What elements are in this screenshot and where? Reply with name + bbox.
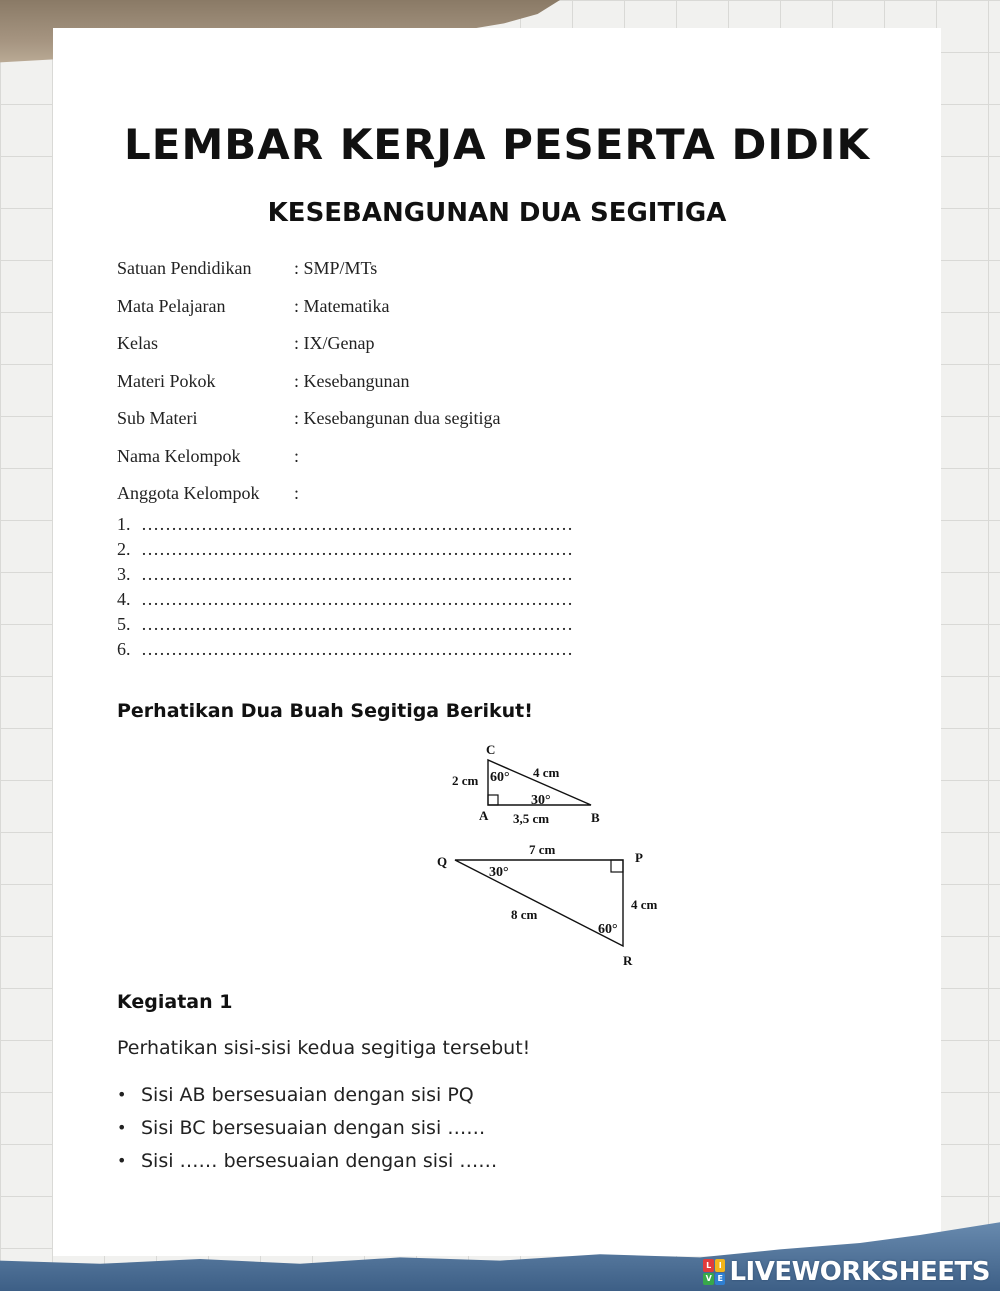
info-label: Sub Materi <box>117 408 198 429</box>
activity-instruction: Perhatikan sisi-sisi kedua segitiga tersebut! <box>117 1037 531 1059</box>
info-label: Materi Pokok <box>117 370 216 391</box>
info-label: Anggota Kelompok <box>117 483 260 504</box>
vertex-b-label: B <box>591 810 600 825</box>
bullet-icon: • <box>117 1151 127 1170</box>
bullet-icon: • <box>117 1085 127 1104</box>
member-line <box>117 637 573 662</box>
activity-items <box>117 1078 497 1177</box>
page-title: LEMBAR KERJA PESERTA DIDIK <box>124 120 870 169</box>
triangle-figure <box>383 738 683 970</box>
member-line <box>117 612 573 637</box>
member-list <box>117 512 573 662</box>
info-value: : Kesebangunan dua segitiga <box>294 408 501 429</box>
info-value: : Matematika <box>294 295 390 316</box>
figure-heading: Perhatikan Dua Buah Segitiga Berikut! <box>117 700 533 722</box>
logo-letter: L <box>703 1259 714 1272</box>
side-qp-label: 7 cm <box>529 842 556 857</box>
info-value: : <box>294 445 300 466</box>
angle-b-label: 30° <box>531 793 551 808</box>
vertex-c-label: C <box>486 742 496 757</box>
side-ab-label: 3,5 cm <box>513 811 550 826</box>
side-ca-label: 2 cm <box>452 773 479 788</box>
angle-r-label: 60° <box>598 922 618 937</box>
angle-c-label: 60° <box>490 770 510 785</box>
info-label: Nama Kelompok <box>117 445 241 466</box>
info-label: Kelas <box>117 333 158 354</box>
member-blank: ……………………………………………………………… <box>141 589 573 609</box>
logo-letter: E <box>715 1273 726 1286</box>
worksheet-content <box>53 0 941 1291</box>
info-row <box>117 250 500 288</box>
info-row <box>117 363 500 401</box>
activity-item <box>117 1111 497 1144</box>
info-label: Mata Pelajaran <box>117 295 226 316</box>
member-line <box>117 512 573 537</box>
logo-letter: I <box>715 1259 726 1272</box>
side-qr-label: 8 cm <box>511 907 538 922</box>
info-row <box>117 400 500 438</box>
member-line <box>117 562 573 587</box>
member-blank: ……………………………………………………………… <box>141 564 573 584</box>
side-cb-label: 4 cm <box>533 765 560 780</box>
angle-q-label: 30° <box>489 865 509 880</box>
member-blank: ……………………………………………………………… <box>141 514 573 534</box>
activity-item-text: Sisi …… bersesuaian dengan sisi …… <box>141 1149 498 1172</box>
vertex-q-label: Q <box>437 854 448 869</box>
member-number: 1. <box>117 514 131 534</box>
activity-item <box>117 1078 497 1111</box>
activity-heading: Kegiatan 1 <box>117 991 233 1013</box>
info-value: : IX/Genap <box>294 333 375 354</box>
activity-item-text: Sisi AB bersesuaian dengan sisi PQ <box>141 1083 474 1106</box>
logo-letter: V <box>703 1273 714 1286</box>
member-line <box>117 587 573 612</box>
right-angle-marker-p <box>611 860 623 872</box>
info-row-group-members <box>117 475 500 513</box>
vertex-a-label: A <box>479 808 489 823</box>
info-value: : Kesebangunan <box>294 370 410 391</box>
member-number: 5. <box>117 614 131 634</box>
info-row <box>117 325 500 363</box>
info-value: : <box>294 483 300 504</box>
vertex-r-label: R <box>623 953 633 968</box>
info-label: Satuan Pendidikan <box>117 258 252 279</box>
member-blank: ……………………………………………………………… <box>141 614 573 634</box>
member-blank: ……………………………………………………………… <box>141 539 573 559</box>
page-subtitle: KESEBANGUNAN DUA SEGITIGA <box>267 198 727 228</box>
info-row-group-name <box>117 438 500 476</box>
liveworksheets-wordmark: LIVEWORKSHEETS <box>729 1257 990 1287</box>
side-pr-label: 4 cm <box>631 897 658 912</box>
member-number: 4. <box>117 589 131 609</box>
member-number: 6. <box>117 639 131 659</box>
identity-info <box>117 250 500 513</box>
right-angle-marker-a <box>488 795 498 805</box>
member-number: 2. <box>117 539 131 559</box>
info-row <box>117 288 500 326</box>
bullet-icon: • <box>117 1118 127 1137</box>
info-value: : SMP/MTs <box>294 258 378 279</box>
member-blank: ……………………………………………………………… <box>141 639 573 659</box>
activity-item <box>117 1144 497 1177</box>
activity-item-text: Sisi BC bersesuaian dengan sisi …… <box>141 1116 486 1139</box>
vertex-p-label: P <box>635 850 643 865</box>
member-number: 3. <box>117 564 131 584</box>
member-line <box>117 537 573 562</box>
